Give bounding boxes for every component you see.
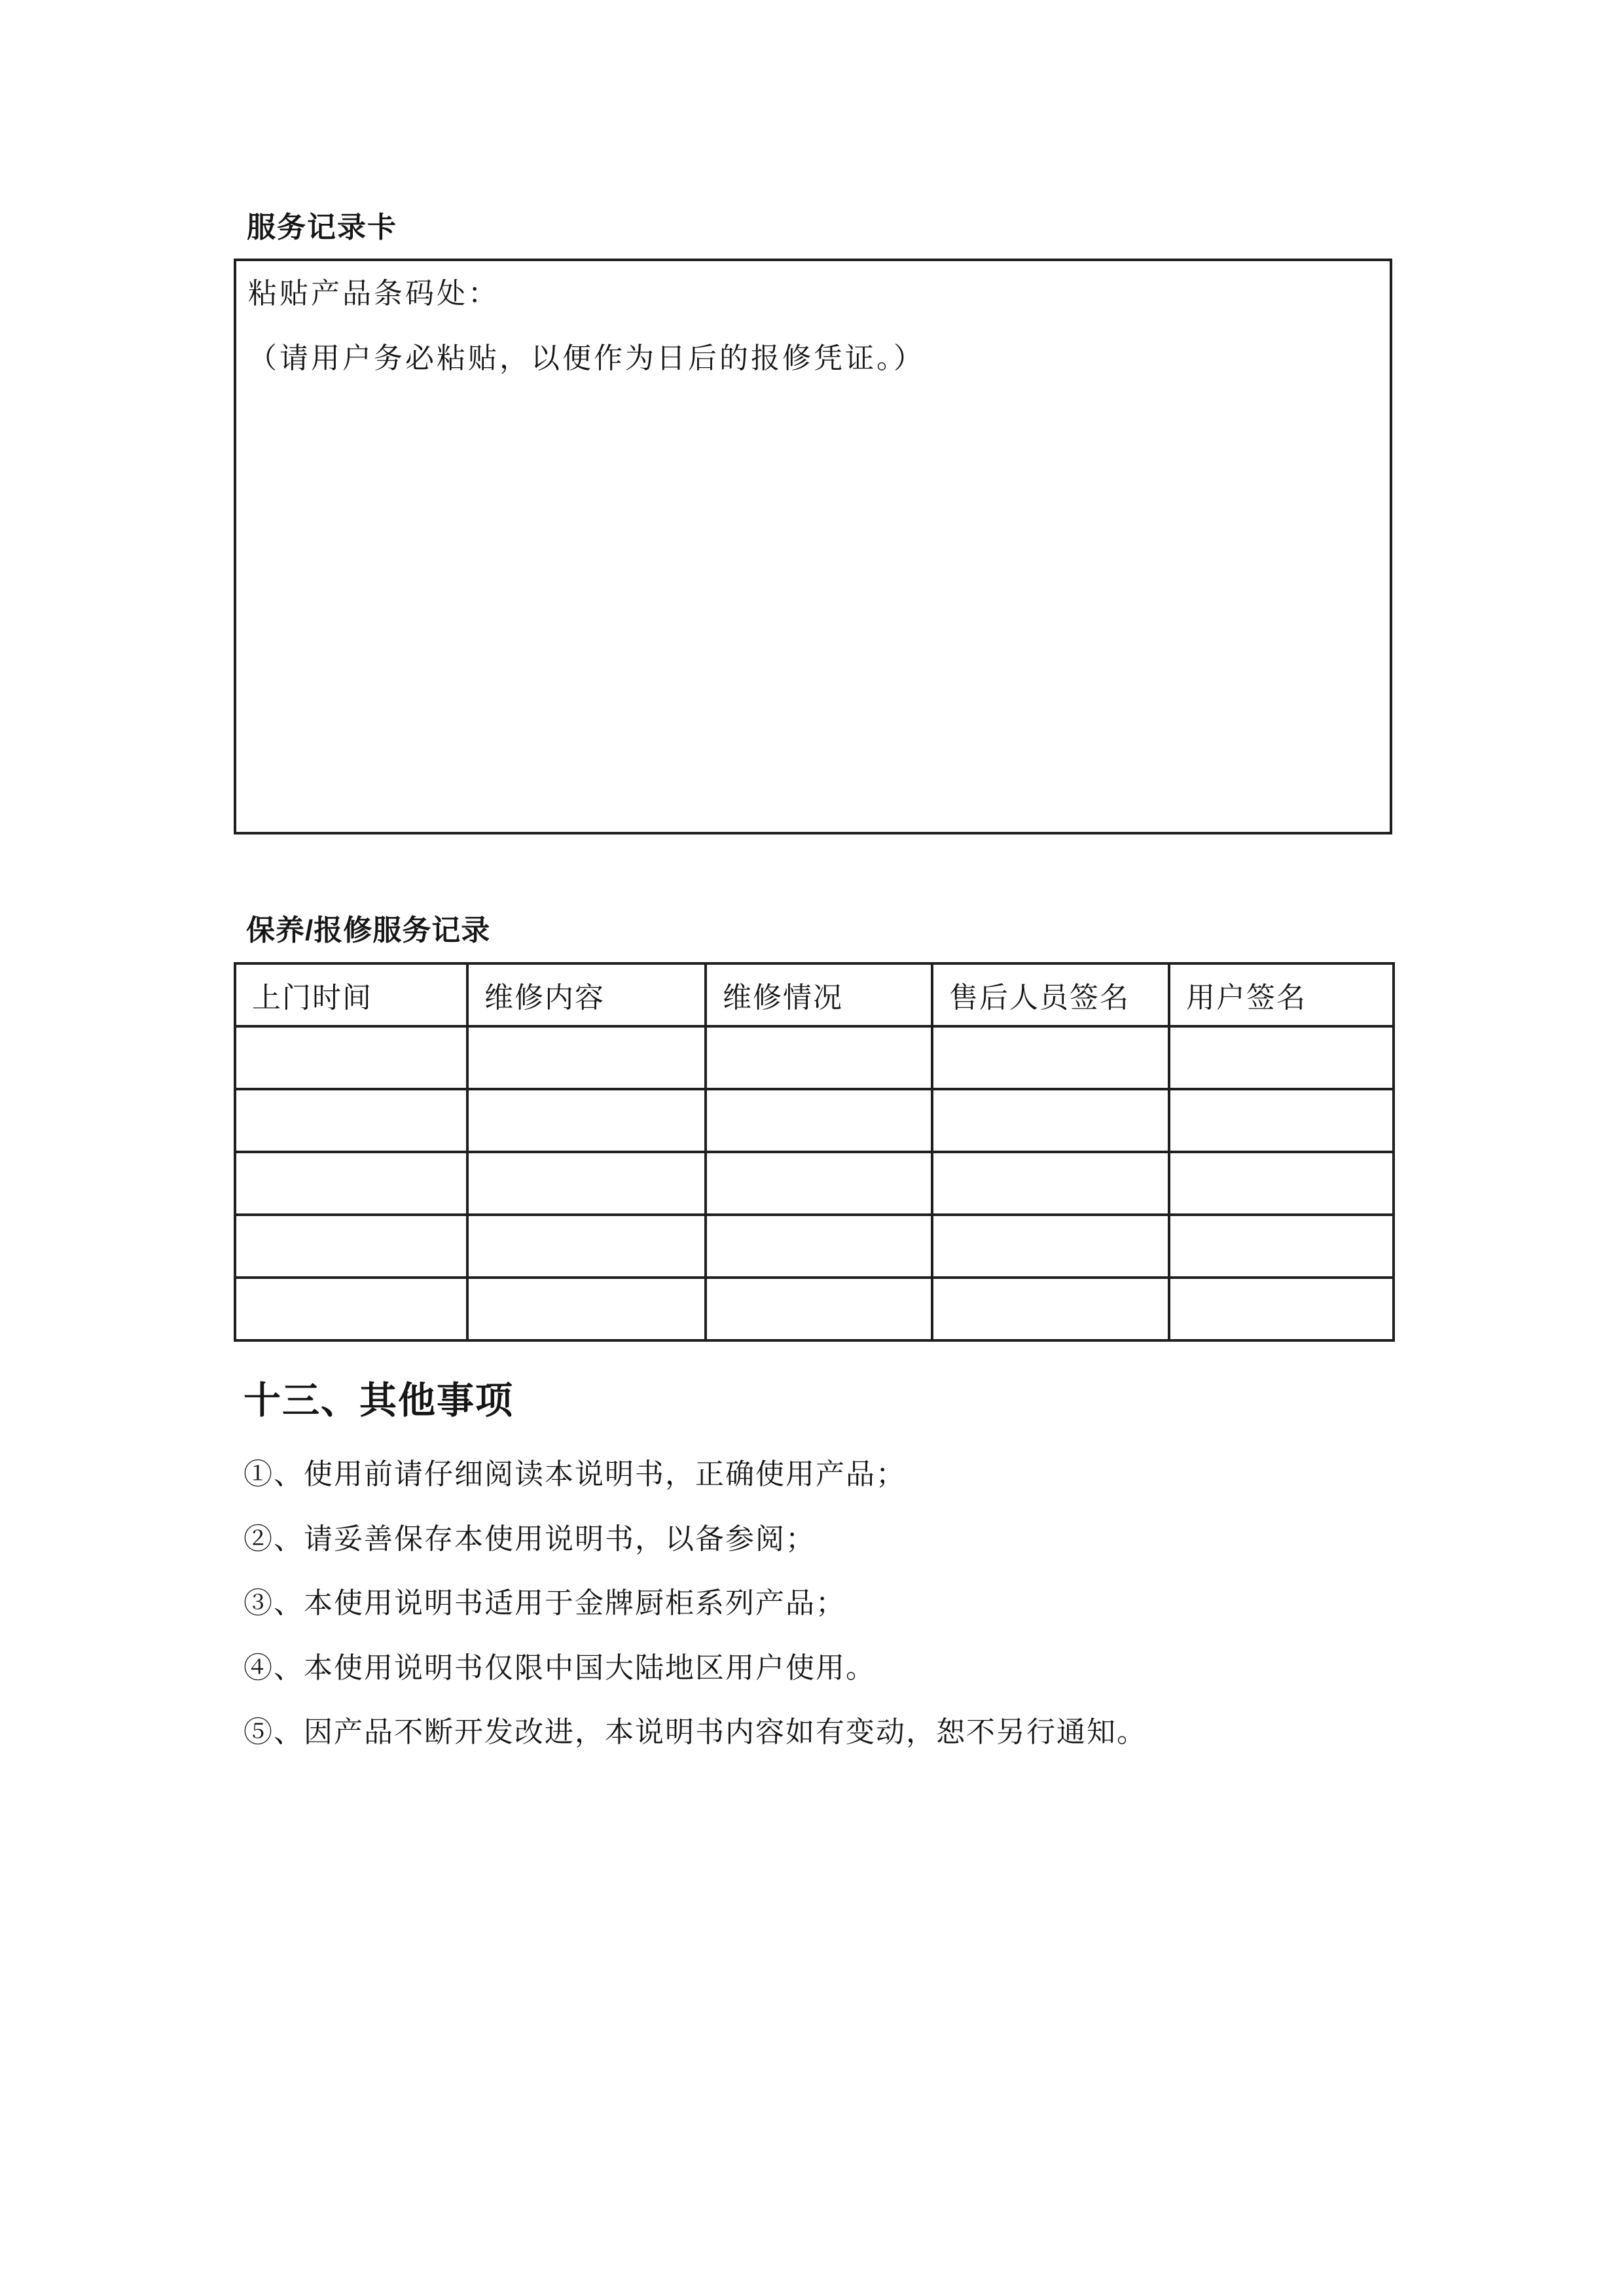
barcode-box-note: （请用户务必粘贴，以便作为日后的报修凭证。）	[248, 342, 925, 374]
table-cell	[235, 1089, 467, 1152]
table-cell	[235, 1152, 467, 1215]
table-cell	[467, 1089, 706, 1152]
other-matters-title: 十三、其他事项	[244, 1380, 514, 1422]
other-matters-item: ②、请妥善保存本使用说明书，以备参阅；	[244, 1522, 816, 1555]
table-header-cell: 上门时间	[235, 963, 467, 1026]
table-row	[235, 1215, 1394, 1278]
table-cell	[932, 1089, 1169, 1152]
table-header-cell: 售后人员签名	[932, 963, 1169, 1026]
table-cell	[467, 1278, 706, 1340]
table-cell	[1169, 1089, 1394, 1152]
table-body	[235, 1026, 1394, 1340]
table-cell	[467, 1215, 706, 1278]
other-matters-item: ⑤、因产品不断开发改进，本说明书内容如有变动，恕不另行通知。	[244, 1716, 1147, 1748]
other-matters-item: ③、本使用说明书适用于金牌厨柜系列产品；	[244, 1587, 846, 1619]
table-header-cell: 维修情况	[706, 963, 932, 1026]
table-header-cell: 用户签名	[1169, 963, 1394, 1026]
table-cell	[1169, 1026, 1394, 1089]
table-cell	[1169, 1215, 1394, 1278]
table-header-cell: 维修内容	[467, 963, 706, 1026]
table-row	[235, 1152, 1394, 1215]
table-cell	[235, 1026, 467, 1089]
table-cell	[1169, 1278, 1394, 1340]
table-cell	[467, 1026, 706, 1089]
table-cell	[1169, 1152, 1394, 1215]
table-cell	[706, 1089, 932, 1152]
other-matters-item: ④、本使用说明书仅限中国大陆地区用户使用。	[244, 1651, 876, 1684]
service-card-title: 服务记录卡	[247, 211, 397, 243]
barcode-paste-box	[234, 259, 1392, 834]
table-cell	[235, 1215, 467, 1278]
table-cell	[932, 1215, 1169, 1278]
table-row	[235, 1278, 1394, 1340]
table-header-row	[235, 963, 1394, 1026]
barcode-box-label: 粘贴产品条码处：	[248, 278, 499, 310]
table-cell	[235, 1278, 467, 1340]
table-cell	[706, 1215, 932, 1278]
table-cell	[932, 1152, 1169, 1215]
table-cell	[706, 1026, 932, 1089]
table-cell	[932, 1278, 1169, 1340]
table-cell	[467, 1152, 706, 1215]
other-matters-item: ①、使用前请仔细阅读本说明书，正确使用产品；	[244, 1458, 906, 1490]
table-row	[235, 1026, 1394, 1089]
table-header	[235, 963, 1394, 1026]
maintenance-record-table	[234, 962, 1395, 1342]
table-cell	[706, 1278, 932, 1340]
table-cell	[706, 1152, 932, 1215]
other-matters-list	[244, 1443, 1396, 1765]
maintenance-record-title: 保养/报修服务记录	[246, 914, 491, 946]
table-row	[235, 1089, 1394, 1152]
table-cell	[932, 1026, 1169, 1089]
